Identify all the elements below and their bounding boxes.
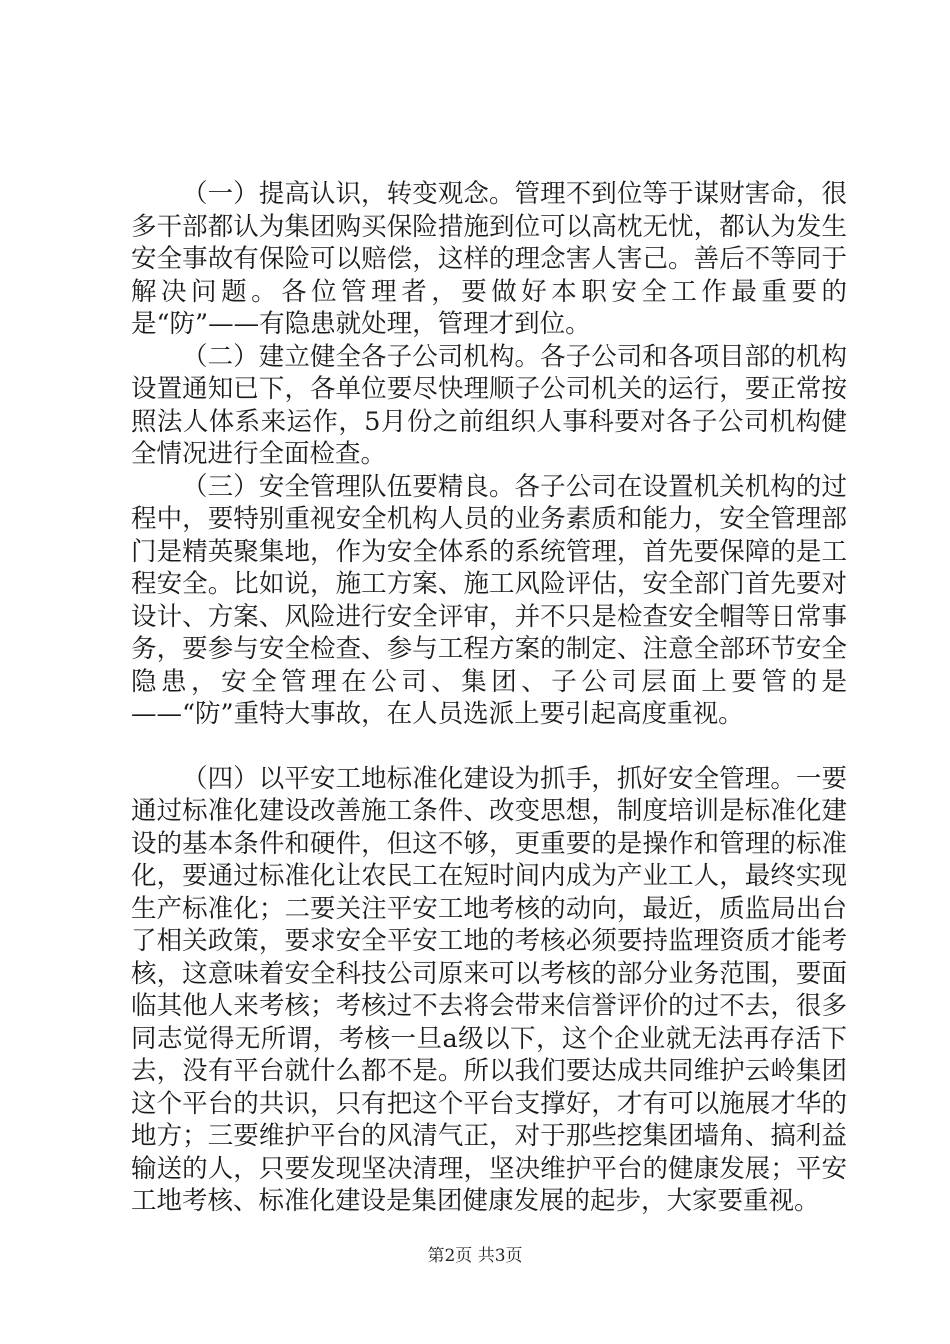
document-body: [131, 178, 847, 1218]
paragraph-3: （三）安全管理队伍要精良。各子公司在设置机关机构的过程中，要特别重视安全机构人员的业务素质和能力，安全管理部门是精英聚集地，作为安全体系的系统管理，首先要保障的是工程安全。比如说，施工方案、施工风险评估，安全部门首先要对设计、方案、风险进行安全评审，并不只是检查安全帽等日常事务，要参与安全检查、参与工程方案的制定、注意全部环节安全隐患，安全管理在公司、集团、子公司层面上要管的是——“防”重特大事故，在人员选派上要引起高度重视。: [131, 471, 847, 729]
paragraph-4: （四）以平安工地标准化建设为抓手，抓好安全管理。一要通过标准化建设改善施工条件、改变思想，制度培训是标准化建设的基本条件和硬件，但这不够，更重要的是操作和管理的标准化，要通过标准化让农民工在短时间内成为产业工人，最终实现生产标准化；二要关注平安工地考核的动向，最近，质监局出台了相关政策，要求安全平安工地的考核必须要持监理资质才能考核，这意味着安全科技公司原来可以考核的部分业务范围，要面临其他人来考核；考核过不去将会带来信誉评价的过不去，很多同志觉得无所谓，考核一旦a级以下，这个企业就无法再存活下去，没有平台就什么都不是。所以我们要达成共同维护云岭集团这个平台的共识，只有把这个平台支撑好，才有可以施展才华的地方；三要维护平台的风清气正，对于那些挖集团墙角、搞利益输送的人，只要发现坚决清理，坚决维护平台的健康发展；平安工地考核、标准化建设是集团健康发展的起步，大家要重视。: [131, 763, 847, 1216]
page-footer: 第2页 共3页: [427, 1246, 523, 1266]
paragraph-1: （一）提高认识，转变观念。管理不到位等于谋财害命，很多干部都认为集团购买保险措施到位可以高枕无忧，都认为发生安全事故有保险可以赔偿，这样的理念害人害己。善后不等同于解决问题。各位管理者，要做好本职安全工作最重要的是“防”——有隐患就处理，管理才到位。: [131, 179, 847, 339]
paragraph-2: （二）建立健全各子公司机构。各子公司和各项目部的机构设置通知已下，各单位要尽快理顺子公司机关的运行，要正常按照法人体系来运作，5月份之前组织人事科要对各子公司机构健全情况进行全面检查。: [131, 341, 847, 469]
